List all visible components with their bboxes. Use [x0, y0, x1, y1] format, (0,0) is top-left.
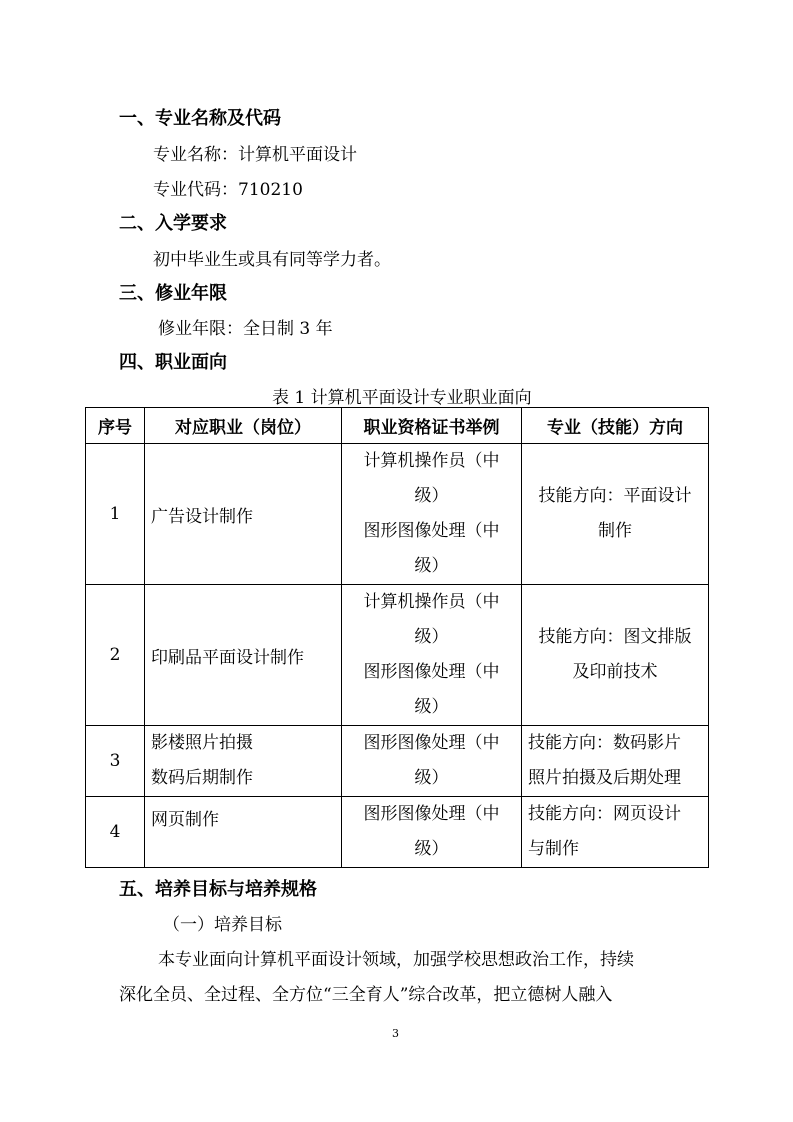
row-direction: [522, 797, 709, 868]
row-no: 1: [86, 444, 145, 585]
section-heading-3: 三、修业年限: [119, 283, 227, 304]
row-job: 网页制作: [145, 797, 342, 868]
cert-line: 级）: [414, 486, 449, 506]
paragraph-line-1: 本专业面向计算机平面设计领域，加强学校思想政治工作，持续: [158, 950, 634, 970]
row-no: 3: [86, 726, 145, 797]
direction-line: 技能方向：网页设计: [528, 804, 681, 824]
row-direction: [522, 585, 709, 726]
admission-line: 初中毕业生或具有同等学力者。: [153, 250, 391, 270]
direction-line: 与制作: [528, 839, 579, 859]
cert-line: 级）: [414, 839, 449, 859]
job-line: 影楼照片拍摄: [151, 733, 253, 753]
table-caption: 表 1 计算机平面设计专业职业面向: [272, 388, 532, 408]
table-row: [86, 444, 709, 585]
study-years-line: 修业年限：全日制 3 年: [158, 319, 333, 339]
cert-line: 级）: [414, 697, 449, 717]
table-row: [86, 726, 709, 797]
row-cert: [342, 585, 522, 726]
section-heading-4: 四、职业面向: [119, 352, 227, 373]
cert-line: 图形图像处理（中: [363, 521, 500, 541]
row-job: [145, 726, 342, 797]
direction-line: 照片拍摄及后期处理: [528, 768, 681, 788]
table-row: [86, 585, 709, 726]
row-job: 印刷品平面设计制作: [145, 585, 342, 726]
subsection-heading: （一）培养目标: [163, 915, 282, 935]
page-number: 3: [392, 1027, 399, 1040]
direction-line: 技能方向：图文排版: [538, 627, 692, 647]
major-name-line: 专业名称：计算机平面设计: [153, 145, 357, 165]
row-cert: [342, 797, 522, 868]
cert-line: 图形图像处理（中: [363, 733, 500, 753]
row-no: 2: [86, 585, 145, 726]
section-heading-1: 一、专业名称及代码: [119, 108, 281, 129]
row-job: 广告设计制作: [145, 444, 342, 585]
cert-line: 级）: [414, 556, 449, 576]
row-cert: [342, 726, 522, 797]
cert-line: 级）: [414, 768, 449, 788]
paragraph-line-2: 深化全员、全过程、全方位“三全育人”综合改革，把立德树人融入: [119, 985, 613, 1005]
major-code-line: 专业代码：710210: [153, 180, 303, 200]
table-row: [86, 797, 709, 868]
cert-line: 级）: [414, 627, 449, 647]
row-cert: [342, 444, 522, 585]
row-direction: [522, 444, 709, 585]
cert-line: 计算机操作员（中: [363, 451, 500, 471]
row-no: 4: [86, 797, 145, 868]
direction-line: 制作: [598, 521, 632, 541]
header-job: 对应职业（岗位）: [145, 408, 342, 444]
direction-line: 技能方向：数码影片: [528, 733, 681, 753]
header-no: 序号: [86, 408, 145, 444]
cert-line: 图形图像处理（中: [363, 804, 500, 824]
job-line: 数码后期制作: [151, 768, 253, 788]
header-direction: 专业（技能）方向: [522, 408, 709, 444]
section-heading-5: 五、培养目标与培养规格: [119, 879, 317, 900]
career-orientation-table: [85, 407, 709, 868]
direction-line: 技能方向：平面设计: [538, 486, 692, 506]
header-cert: 职业资格证书举例: [342, 408, 522, 444]
cert-line: 计算机操作员（中: [363, 592, 500, 612]
section-heading-2: 二、入学要求: [119, 213, 227, 234]
row-direction: [522, 726, 709, 797]
direction-line: 及印前技术: [572, 662, 658, 682]
table-header-row: [86, 408, 709, 444]
cert-line: 图形图像处理（中: [363, 662, 500, 682]
